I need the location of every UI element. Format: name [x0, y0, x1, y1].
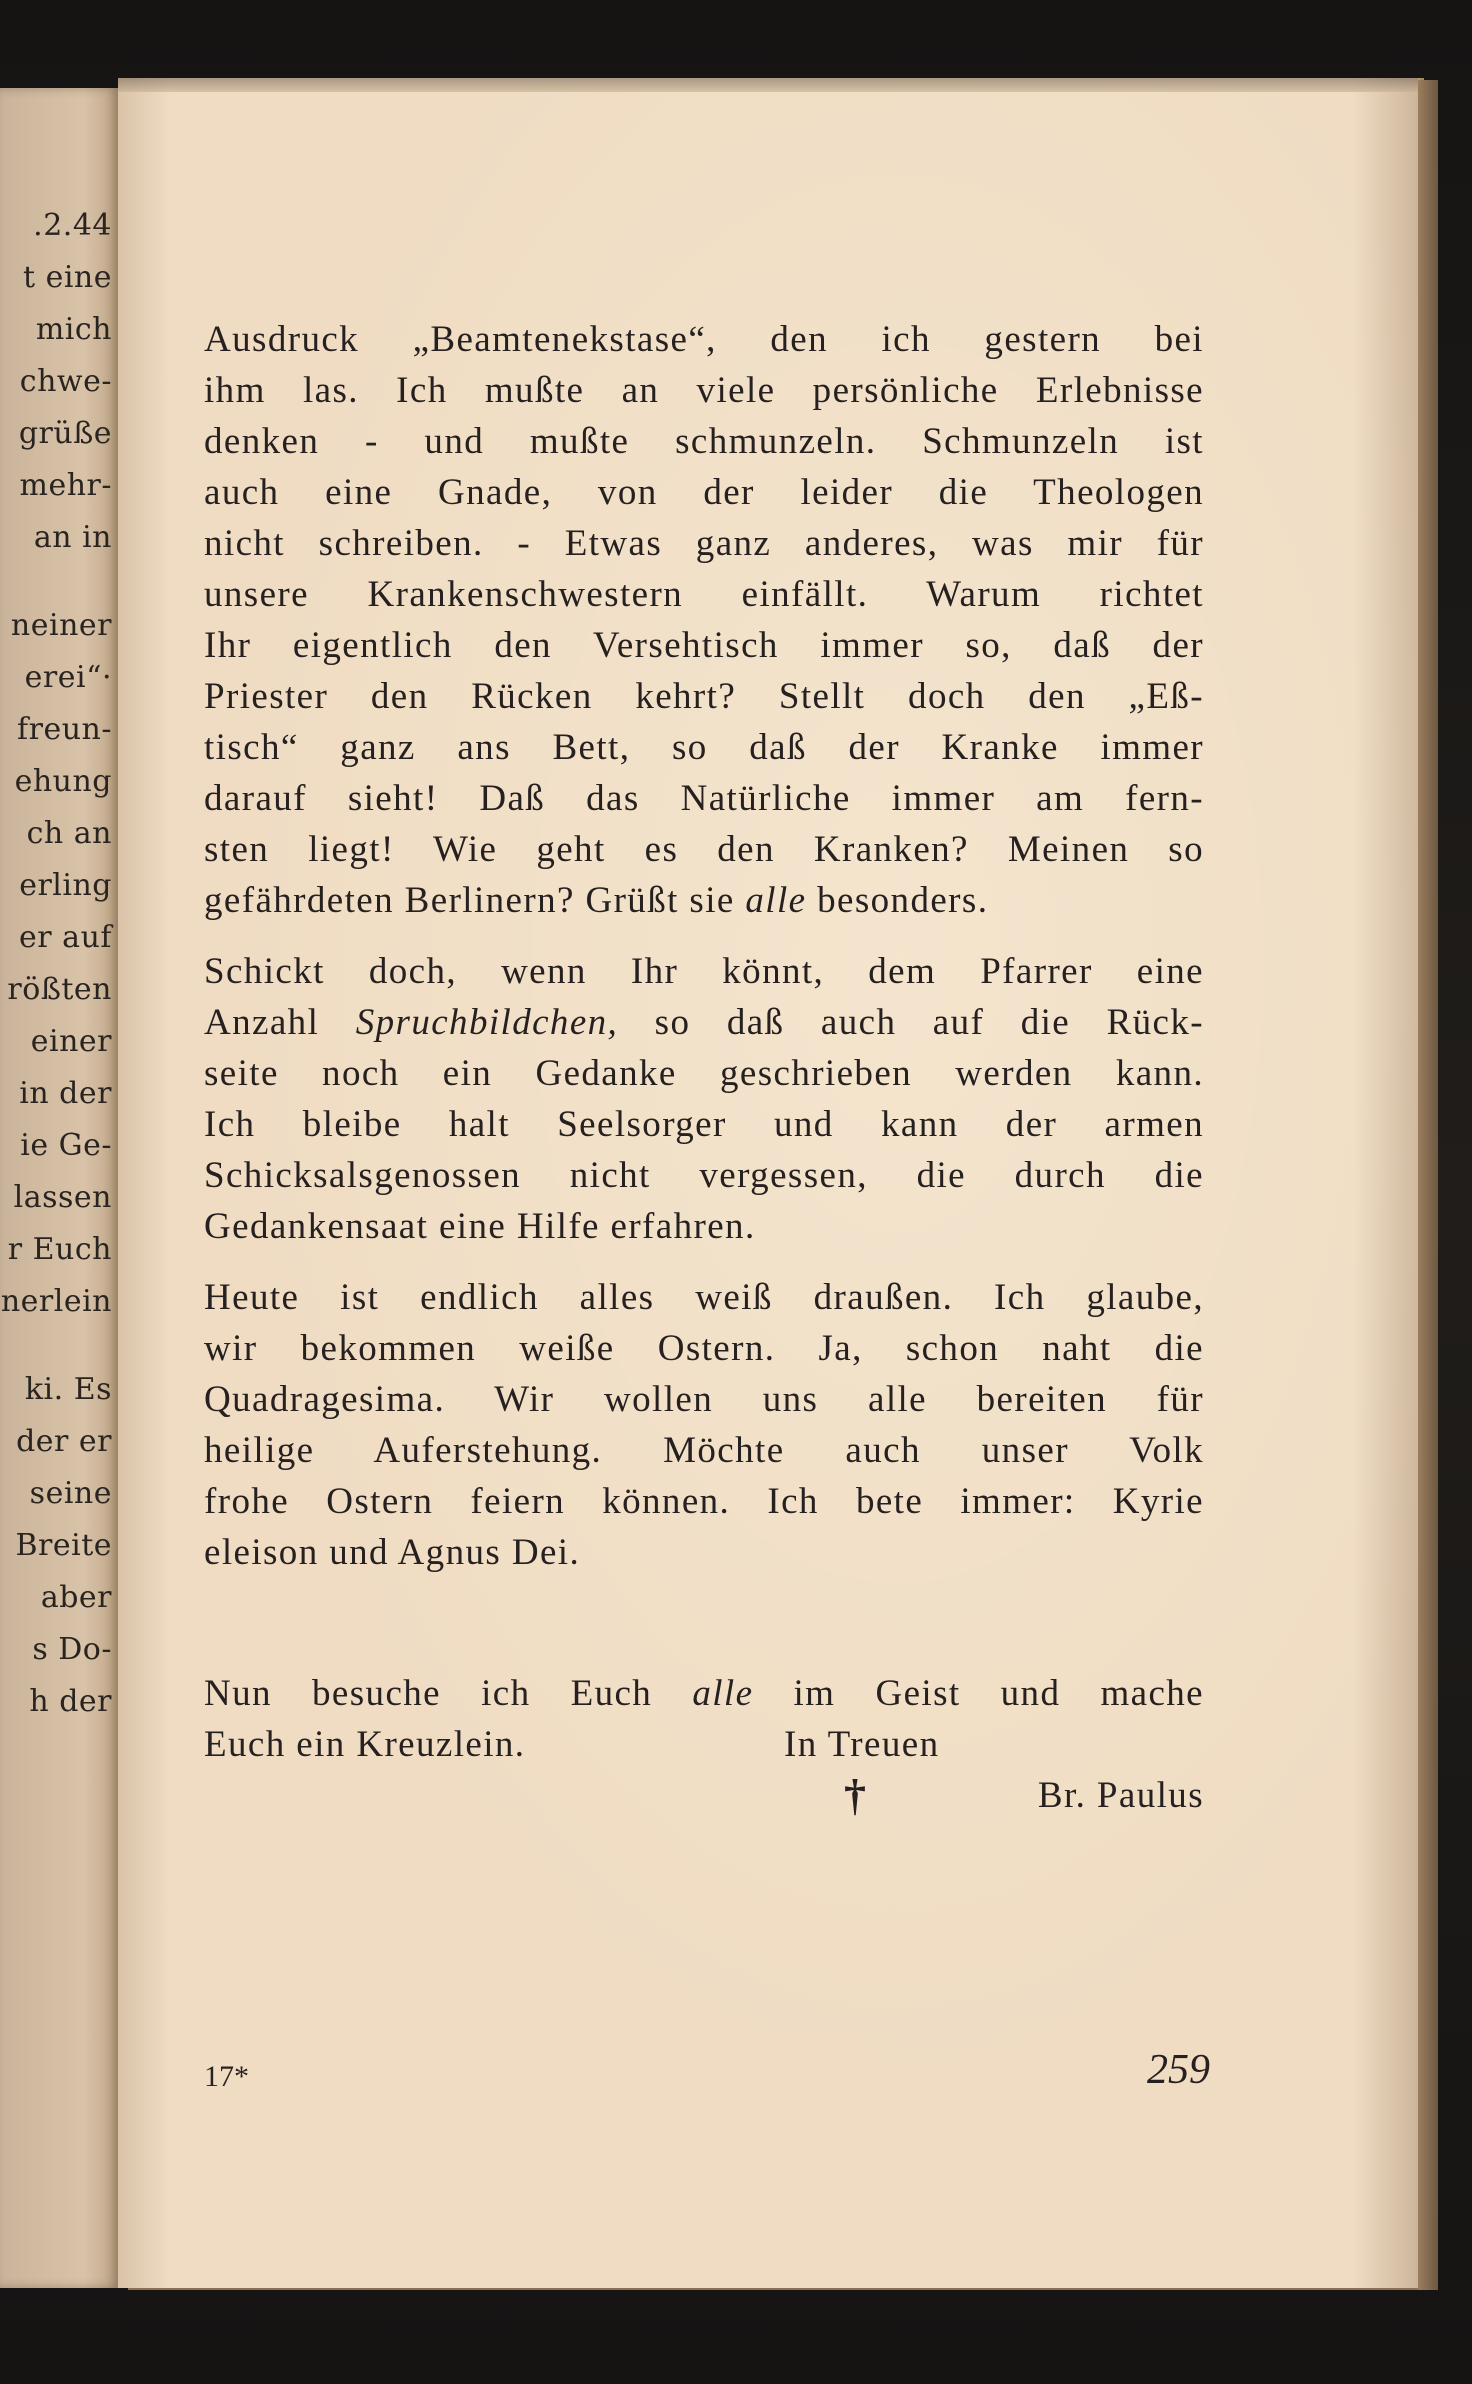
text-line: Ausdruck „Beamtenekstase“, den ich gestern bei — [204, 319, 1204, 360]
left-page-line: erling — [19, 868, 112, 903]
left-page-line: chwe- — [19, 364, 112, 399]
text-line: Heute ist endlich alles weiß draußen. Ich glaube, — [204, 1277, 1204, 1318]
text-line: gefährdeten Berlinern? Grüßt sie alle besonders. — [204, 880, 989, 921]
left-page-line: ie Ge- — [20, 1128, 112, 1163]
text-line: ihm las. Ich mußte an viele persönliche Erlebnisse — [204, 370, 1204, 411]
text-line: darauf sieht! Daß das Natürliche immer am fern- — [204, 778, 1204, 819]
left-page-line: r Euch — [7, 1232, 112, 1267]
closing-lines — [204, 1668, 1204, 1770]
author-name: Br. Paulus — [1037, 1775, 1204, 1816]
signature — [204, 1770, 1204, 1830]
paragraph-1 — [204, 314, 1204, 875]
left-page-line: rößten — [7, 972, 112, 1007]
left-page-line: freun- — [17, 712, 112, 747]
left-page-line: seine — [29, 1476, 112, 1511]
text-line: tisch“ ganz ans Bett, so daß der Kranke immer — [204, 727, 1204, 768]
left-page-line: s Do- — [32, 1632, 112, 1667]
left-page-line: ch an — [26, 816, 112, 851]
text-line: eleison und Agnus Dei. — [204, 1532, 581, 1573]
text-line: wir bekommen weiße Ostern. Ja, schon naht die — [204, 1328, 1204, 1369]
text-line: Quadragesima. Wir wollen uns alle bereiten für — [204, 1379, 1204, 1420]
left-page-line: grüße — [18, 416, 112, 451]
book-page-edges — [1418, 80, 1438, 2290]
left-page-line: nerlein — [0, 1284, 112, 1319]
left-page-line: lassen — [13, 1180, 112, 1215]
left-page-line: .2.44 — [33, 208, 112, 243]
left-page-line: mich — [35, 312, 112, 347]
text-line: frohe Ostern feiern können. Ich bete immer: Kyrie — [204, 1481, 1204, 1522]
left-page-line: er auf — [19, 920, 112, 955]
left-page-line: ki. Es — [24, 1372, 112, 1407]
text-line: denken - und mußte schmunzeln. Schmunzeln ist — [204, 421, 1204, 462]
cross-icon: † — [844, 1771, 868, 1820]
text-line: Priester den Rücken kehrt? Stellt doch den „Eß- — [204, 676, 1204, 717]
left-page-line: neiner — [10, 608, 112, 643]
closing-line-2: Euch ein Kreuzlein. In Treuen — [204, 1719, 1204, 1770]
emphasis: alle — [692, 1673, 754, 1714]
body-text — [204, 314, 1204, 1578]
text-line: Ihr eigentlich den Versehtisch immer so, daß der — [204, 625, 1204, 666]
left-page-line: ehung — [14, 764, 112, 799]
page-top-edge — [118, 78, 1418, 92]
emphasis: alle — [745, 880, 807, 921]
left-page-line: an in — [33, 520, 112, 555]
left-page-line: t eine — [22, 260, 112, 295]
text-line: Schickt doch, wenn Ihr könnt, dem Pfarrer eine — [204, 951, 1204, 992]
text-line: seite noch ein Gedanke geschrieben werden kann. — [204, 1053, 1204, 1094]
text-line: Gedankensaat eine Hilfe erfahren. — [204, 1206, 756, 1247]
text-line: sten liegt! Wie geht es den Kranken? Meinen so — [204, 829, 1204, 870]
paragraph-3 — [204, 1272, 1204, 1527]
left-page-line: einer — [30, 1024, 112, 1059]
left-page-line: der er — [16, 1424, 112, 1459]
text-line: Ich bleibe halt Seelsorger und kann der armen — [204, 1104, 1204, 1145]
text-line: unsere Krankenschwestern einfällt. Warum richtet — [204, 574, 1204, 615]
paragraph-2 — [204, 1048, 1204, 1201]
text-line: auch eine Gnade, von der leider die Theologen — [204, 472, 1204, 513]
emphasis: Spruchbildchen, — [355, 1002, 619, 1043]
valediction: In Treuen — [784, 1724, 940, 1765]
text-line: Schicksalsgenossen nicht vergessen, die durch die — [204, 1155, 1204, 1196]
printer-signature-mark: 17* — [204, 2060, 249, 2093]
left-page-line: mehr- — [19, 468, 112, 503]
book-page — [118, 78, 1418, 2288]
left-page-fragment — [0, 88, 120, 2288]
closing-line-1: Nun besuche ich Euch alle im Geist und mache — [204, 1673, 1205, 1714]
text-line: nicht schreiben. - Etwas ganz anderes, was mir für — [204, 523, 1204, 564]
text-line: heilige Auferstehung. Möchte auch unser Volk — [204, 1430, 1204, 1471]
left-page-line: in der — [19, 1076, 112, 1111]
left-page-line: h der — [29, 1684, 112, 1719]
left-page-line: erei“· — [24, 660, 112, 695]
page-number: 259 — [1147, 2047, 1210, 2093]
text-line: Anzahl Spruchbildchen, so daß auch auf die Rück- — [204, 1002, 1204, 1043]
left-page-line: Breite — [15, 1528, 112, 1563]
left-page-line: aber — [40, 1580, 112, 1615]
